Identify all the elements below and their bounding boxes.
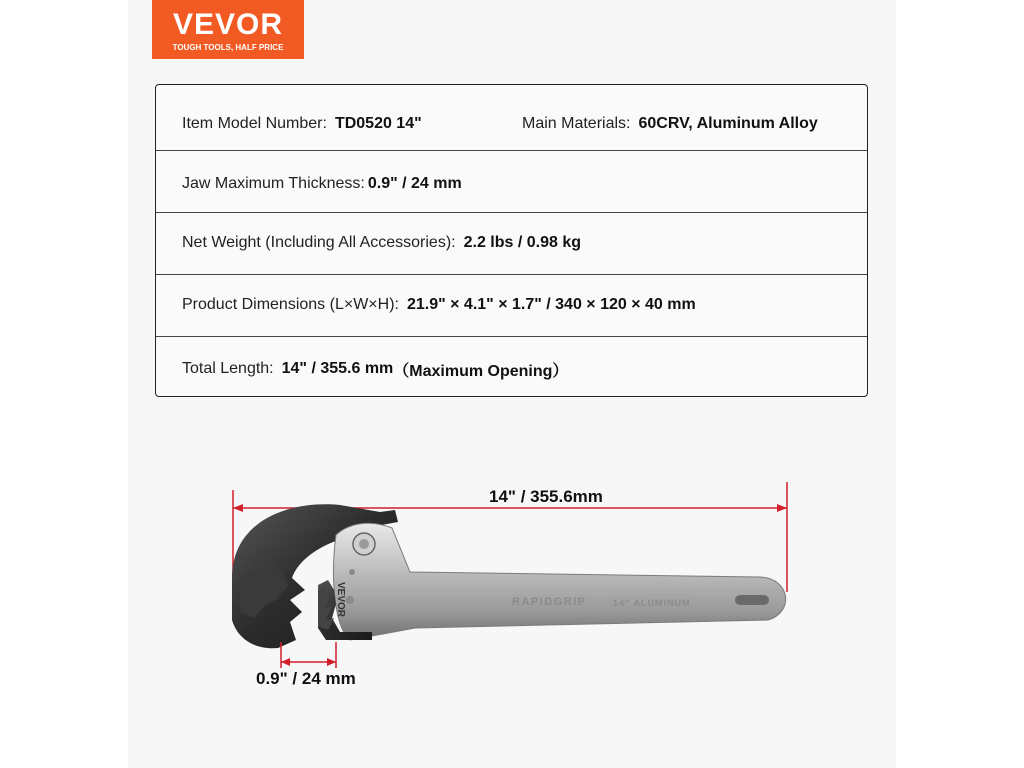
length-note: （Maximum Opening） <box>393 362 569 380</box>
length-label: Total Length: <box>182 360 274 377</box>
jaw-value: 0.9" / 24 mm <box>367 175 462 192</box>
dimensions-value: 21.9" × 4.1" × 1.7" / 340 × 120 × 40 mm <box>406 296 696 313</box>
dimensions-label: Product Dimensions (L×W×H): <box>182 296 399 313</box>
length-value: 14" / 355.6 mm <box>281 360 394 377</box>
materials-value: 60CRV, Aluminum Alloy <box>638 115 818 132</box>
model-value: TD0520 14" <box>334 115 422 132</box>
weight-label: Net Weight (Including All Accessories): <box>182 234 456 251</box>
jaw-brand-text: VEVOR <box>335 582 346 618</box>
logo-tagline: TOUGH TOOLS, HALF PRICE <box>172 43 284 52</box>
handle-size-text: 14" ALUMINUM <box>613 598 691 608</box>
model-label: Item Model Number: <box>182 115 327 132</box>
jaw-label: Jaw Maximum Thickness: <box>182 175 365 192</box>
handle-brand-text: RAPIDGRIP <box>512 596 587 608</box>
length-dimension-label: 14" / 355.6mm <box>489 487 603 506</box>
aluminum-handle <box>334 523 786 640</box>
weight-value: 2.2 lbs / 0.98 kg <box>463 234 582 251</box>
jaw-dimension-label: 0.9" / 24 mm <box>256 669 356 688</box>
logo-brand-text: VEVOR <box>172 8 284 41</box>
jaw-dimension-line <box>281 642 336 668</box>
materials-label: Main Materials: <box>522 115 631 132</box>
